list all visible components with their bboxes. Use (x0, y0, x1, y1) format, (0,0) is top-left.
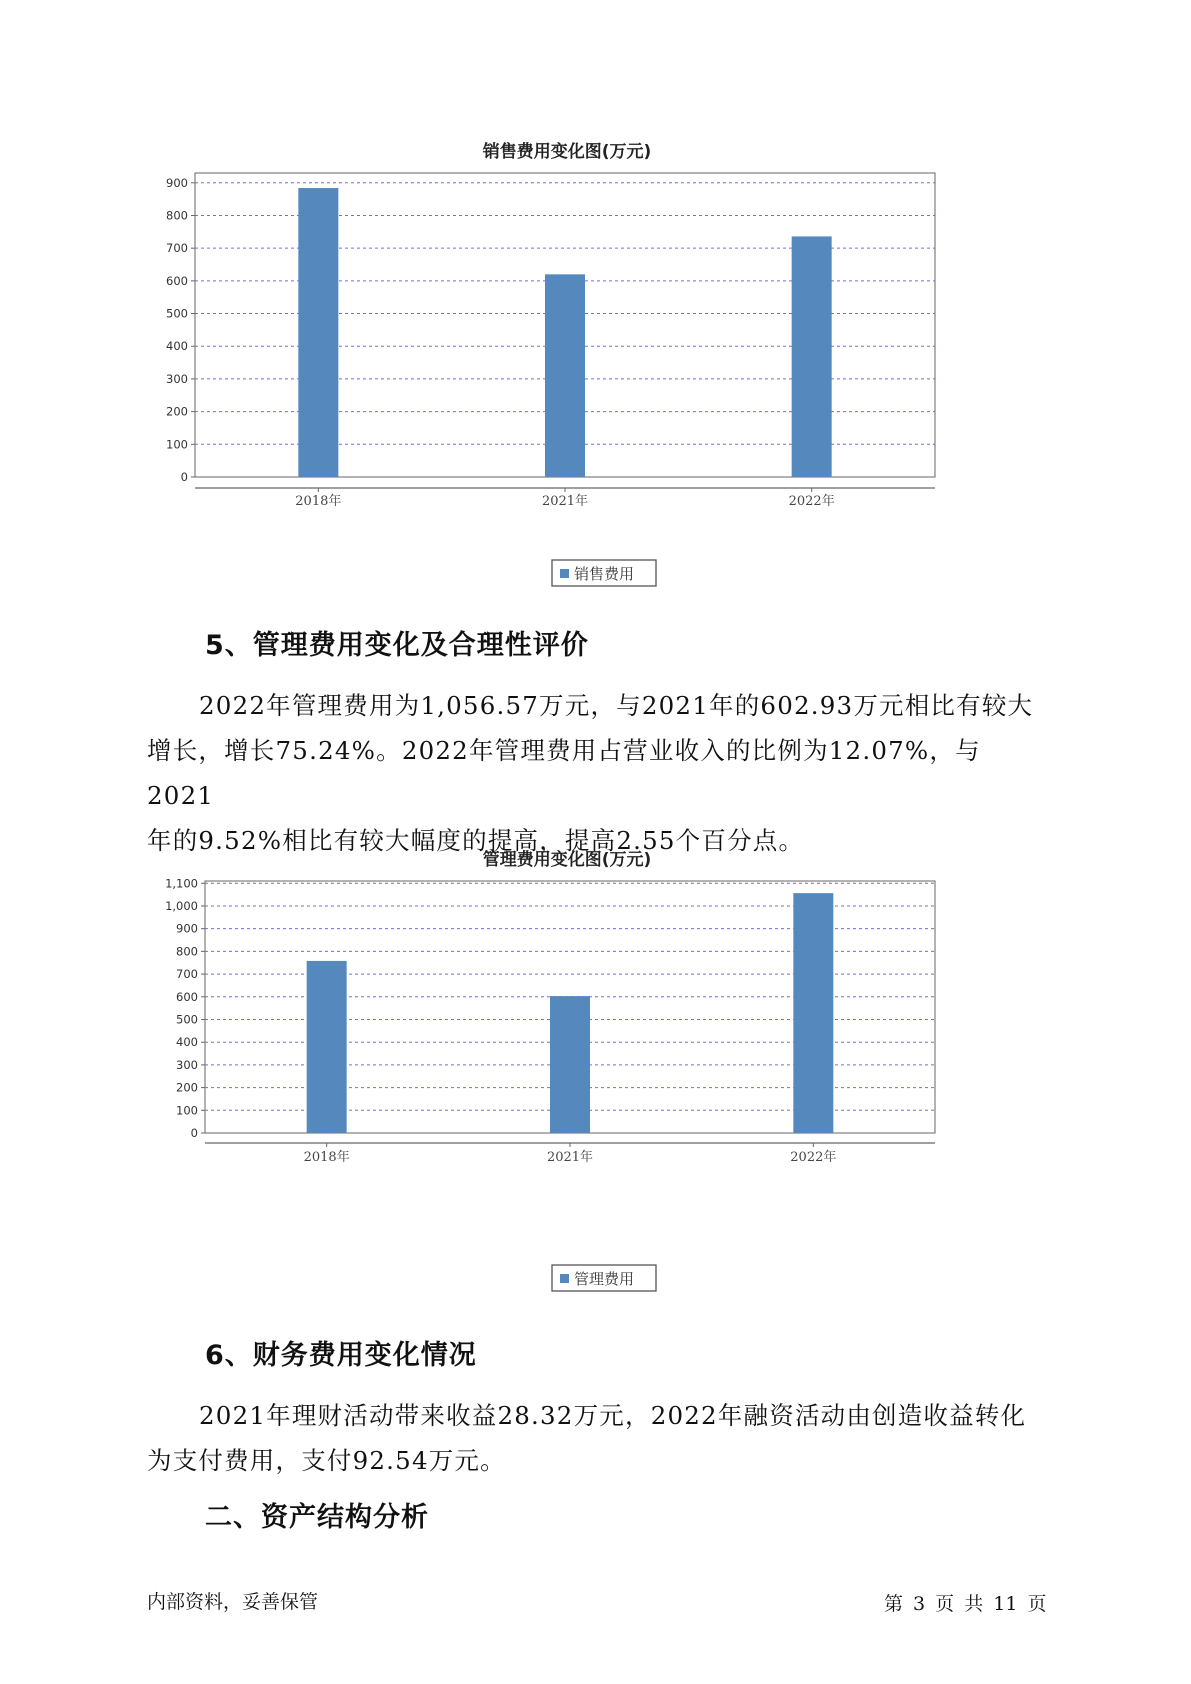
section-two-heading: 二、资产结构分析 (205, 1502, 429, 1533)
y-tick-label: 100 (176, 1103, 198, 1118)
x-category-label: 2022年 (790, 1150, 837, 1165)
paragraph-line: 年的9.52%相比有较大幅度的提高，提高2.55个百分点。 (147, 826, 805, 855)
paragraph-line: 增长，增长75.24%。2022年管理费用占营业收入的比例为12.07%，与2021 (147, 736, 981, 810)
x-category-label: 2022年 (788, 494, 835, 509)
y-tick-label: 400 (176, 1035, 198, 1050)
section6-heading: 6、财务费用变化情况 (205, 1340, 477, 1371)
admin-expense-chart-svg (150, 843, 1020, 1303)
sales-expense-chart (150, 135, 1020, 595)
legend-label: 管理费用 (574, 1270, 635, 1288)
y-tick-label: 700 (176, 967, 198, 982)
chart-title: 管理费用变化图(万元) (482, 850, 652, 870)
admin-expense-chart (150, 843, 1020, 1303)
legend-swatch (560, 569, 569, 578)
sales-expense-chart-svg (150, 135, 1020, 595)
y-tick-label: 900 (166, 175, 188, 190)
y-tick-label: 900 (176, 921, 198, 936)
bar (545, 274, 585, 477)
y-tick-label: 600 (166, 273, 188, 288)
x-category-label: 2021年 (546, 1150, 594, 1165)
bar (307, 961, 347, 1133)
paragraph-line: 2022年管理费用为1,056.57万元，与2021年的602.93万元相比有较大 (199, 691, 1034, 720)
y-tick-label: 300 (166, 371, 188, 386)
paragraph-line: 为支付费用，支付92.54万元。 (147, 1446, 506, 1475)
y-tick-label: 700 (166, 241, 188, 256)
x-category-label: 2018年 (303, 1150, 350, 1165)
section5-paragraph (147, 683, 1047, 863)
section6-paragraph (147, 1393, 1047, 1483)
bar (793, 893, 833, 1133)
y-tick-label: 100 (166, 437, 188, 452)
y-tick-label: 0 (180, 470, 188, 484)
x-category-label: 2021年 (541, 494, 589, 509)
y-tick-label: 500 (176, 1012, 198, 1027)
y-tick-label: 200 (166, 404, 188, 419)
bar (298, 188, 338, 477)
y-tick-label: 1,000 (165, 898, 198, 913)
y-tick-label: 1,100 (165, 876, 198, 891)
legend-label: 销售费用 (574, 565, 635, 583)
bar (550, 996, 590, 1133)
y-tick-label: 800 (166, 208, 188, 223)
section5-heading: 5、管理费用变化及合理性评价 (205, 630, 589, 661)
y-tick-label: 500 (166, 306, 188, 321)
chart-title: 销售费用变化图(万元) (482, 142, 652, 162)
paragraph-line: 2021年理财活动带来收益28.32万元，2022年融资活动由创造收益转化 (199, 1401, 1027, 1430)
x-category-label: 2018年 (295, 494, 342, 509)
y-tick-label: 800 (176, 944, 198, 959)
y-tick-label: 300 (176, 1057, 198, 1072)
y-tick-label: 200 (176, 1080, 198, 1095)
footer-confidential: 内部资料，妥善保管 (147, 1591, 319, 1613)
y-tick-label: 0 (190, 1126, 198, 1140)
y-tick-label: 600 (176, 989, 198, 1004)
legend-swatch (560, 1274, 569, 1283)
bar (792, 236, 832, 477)
footer-page-number: 第 3 页 共 11 页 (884, 1593, 1047, 1615)
y-tick-label: 400 (166, 339, 188, 354)
